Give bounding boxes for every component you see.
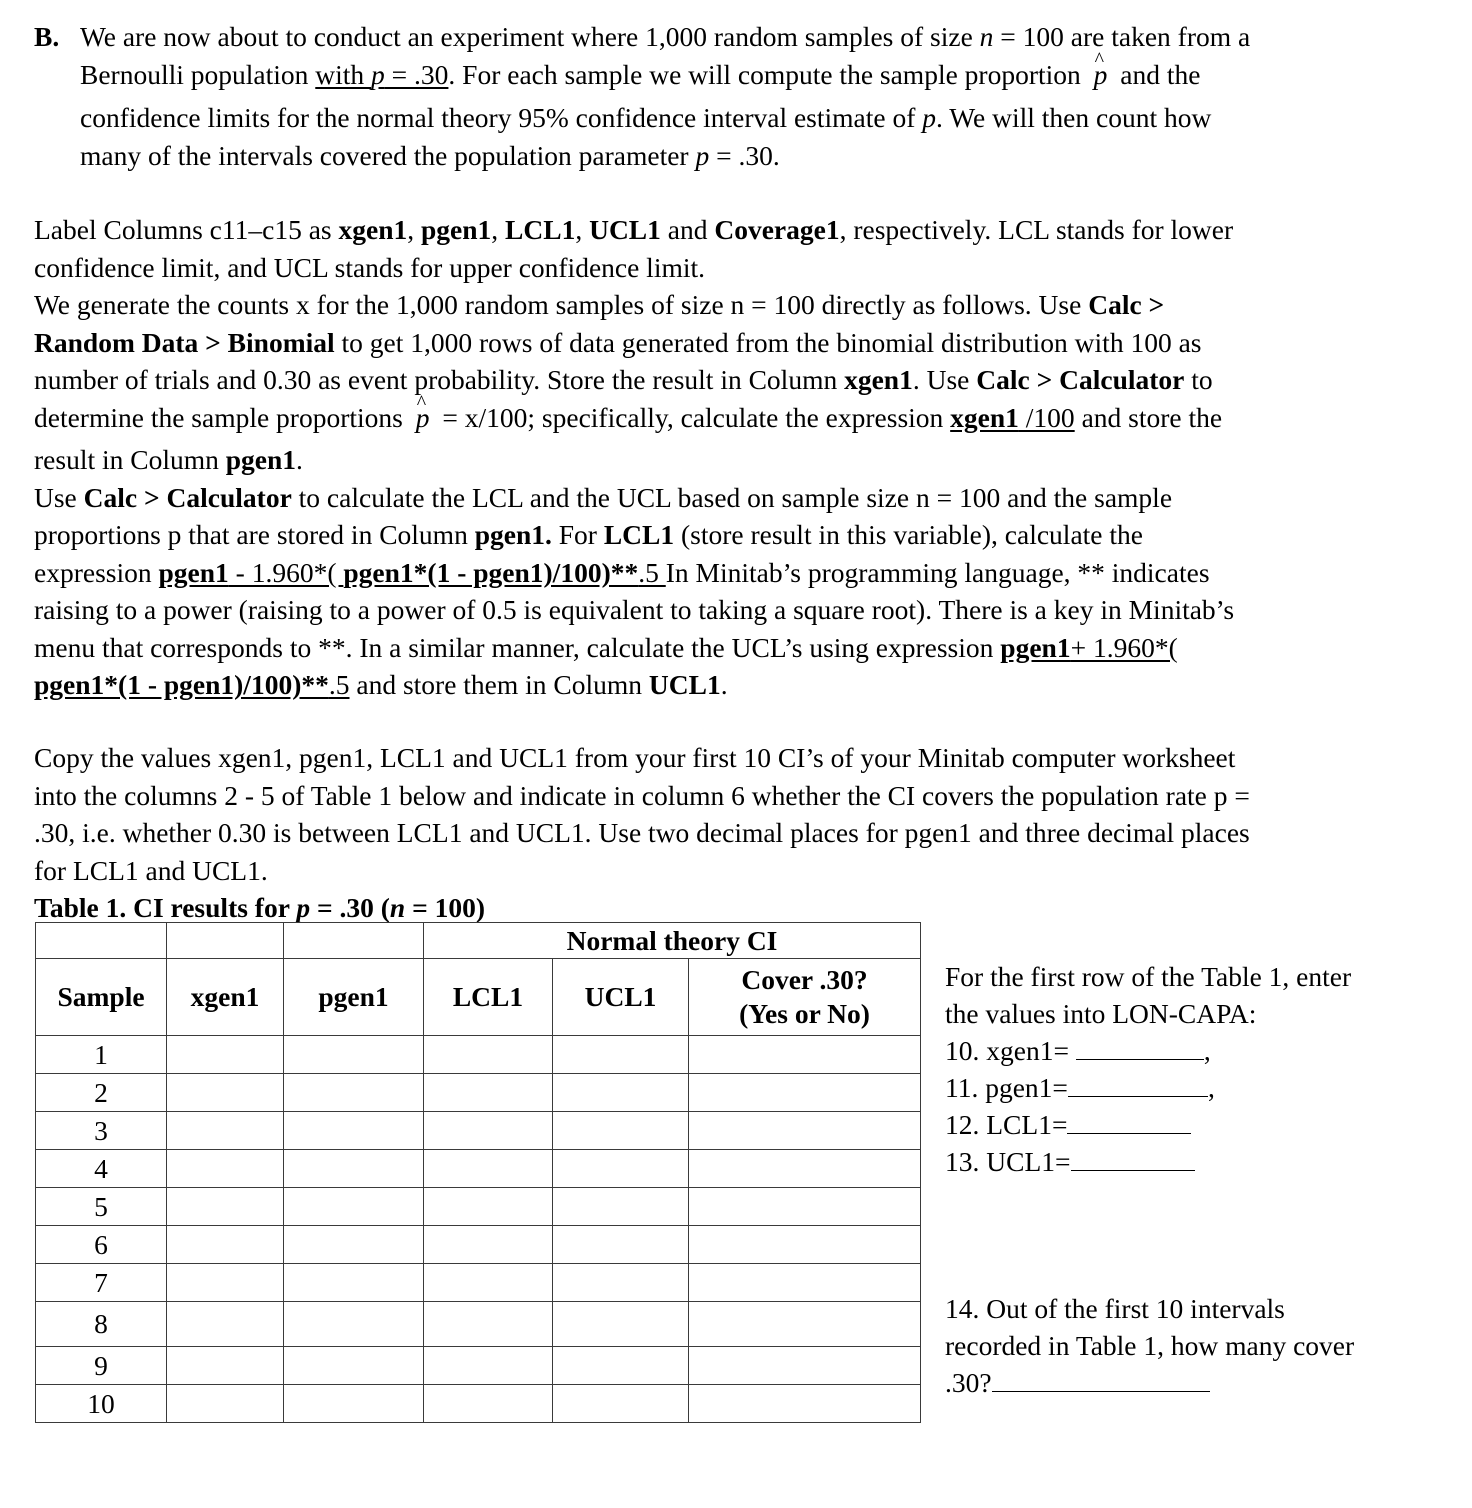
col-pgen1: pgen1	[284, 959, 424, 1036]
intro-line-4: many of the intervals covered the population parameter p = .30.	[80, 140, 780, 171]
para2-line5: result in Column pgen1.	[34, 444, 303, 475]
p-hat-symbol: ^ p	[1094, 56, 1108, 94]
col-xgen1: xgen1	[167, 959, 284, 1036]
table-row: 7	[36, 1264, 921, 1302]
col-lcl1: LCL1	[424, 959, 553, 1036]
question-12: 12. LCL1=	[945, 1106, 1351, 1143]
para1-line2: confidence limit, and UCL stands for upper confidence limit.	[34, 251, 706, 283]
table-header-row	[36, 959, 921, 1036]
para3-line1: Use Calc > Calculator to calculate the LCL and the UCL based on sample size n = 100 and the sample	[34, 481, 1173, 513]
table-caption: Table 1. CI results for p = .30 (n = 100)	[34, 892, 486, 923]
intro-line-3: confidence limits for the normal theory 95% confidence interval estimate of p. We will then count how	[80, 102, 1212, 133]
question-14: 14. Out of the first 10 intervals recorded in Table 1, how many cover .30?	[945, 1293, 1355, 1398]
para4-line2: into the columns 2 - 5 of Table 1 below and indicate in column 6 whether the CI covers the population rate p =	[34, 779, 1250, 811]
table-row: 5	[36, 1188, 921, 1226]
table-row: 1	[36, 1036, 921, 1074]
answer-blank-pgen1[interactable]	[1068, 1070, 1208, 1097]
para4-line4: for LCL1 and UCL1.	[34, 854, 268, 886]
table-row: 9	[36, 1347, 921, 1385]
para2-line3: number of trials and 0.30 as event probability. Store the result in Column xgen1. Use Calc > Calculator to	[34, 364, 1213, 395]
col-ucl1: UCL1	[553, 959, 689, 1036]
para3-line5: menu that corresponds to **. In a similar manner, calculate the UCL’s using expression pgen1+ 1.960*(	[34, 631, 1178, 663]
p-hat-symbol: ^ p	[416, 399, 430, 437]
answer-blank-ucl1[interactable]	[1071, 1144, 1195, 1171]
para2-line2: Random Data > Binomial to get 1,000 rows of data generated from the binomial distribution with 100 as	[34, 326, 1202, 358]
table-row: 2	[36, 1074, 921, 1112]
para2-line4: determine the sample proportions ^ p = x/100; specifically, calculate the expression xgen1 /100 and store the	[34, 399, 1434, 437]
answer-blank-coverage-count[interactable]	[992, 1365, 1210, 1392]
intro-line-1: We are now about to conduct an experiment where 1,000 random samples of size n = 100 are taken from a	[80, 21, 1251, 52]
lon-capa-intro-1: For the first row of the Table 1, enter	[945, 961, 1352, 992]
copy-instructions	[34, 739, 1434, 927]
normal-theory-ci-header: Normal theory CI	[424, 923, 921, 959]
lon-capa-intro-2: the values into LON-CAPA:	[945, 998, 1257, 1029]
para3-line3: expression pgen1 - 1.960*( pgen1*(1 - pgen1)/100)**.5 In Minitab’s programming language, ** indicates	[34, 556, 1210, 588]
table-row: 4	[36, 1150, 921, 1188]
table-row: 8	[36, 1302, 921, 1347]
table-group-header-row	[36, 923, 921, 959]
question-13: 13. UCL1=	[945, 1143, 1351, 1180]
section-b	[34, 18, 1434, 175]
para3-line6: pgen1*(1 - pgen1)/100)**.5 and store them in Column UCL1.	[34, 669, 728, 700]
answer-blank-xgen1[interactable]	[1076, 1033, 1204, 1060]
instructions-block	[34, 211, 1434, 704]
para3-line4: raising to a power (raising to a power of 0.5 is equivalent to taking a square root). There is a key in Minitab’s	[34, 594, 1235, 625]
col-cover: Cover .30? (Yes or No)	[689, 959, 921, 1036]
section-label: B.	[34, 21, 60, 52]
table-row: 6	[36, 1226, 921, 1264]
col-sample: Sample	[36, 959, 167, 1036]
para1-line1: Label Columns c11–c15 as xgen1, pgen1, LCL1, UCL1 and Coverage1, respectively. LCL stands for lower	[34, 214, 1234, 245]
ci-results-table	[35, 922, 921, 1423]
question-11: 11. pgen1= ,	[945, 1072, 1215, 1103]
answer-blank-lcl1[interactable]	[1067, 1107, 1191, 1134]
para3-line2: proportions p that are stored in Column pgen1. For LCL1 (store result in this variable), calculate the	[34, 519, 1143, 550]
table-row: 10	[36, 1385, 921, 1423]
para4-line1: Copy the values xgen1, pgen1, LCL1 and UCL1 from your first 10 CI’s of your Minitab computer worksheet	[34, 742, 1236, 773]
para2-line1: We generate the counts x for the 1,000 random samples of size n = 100 directly as follows. Use Calc >	[34, 289, 1165, 320]
table-row: 3	[36, 1112, 921, 1150]
intro-line-2: Bernoulli population with p = .30. For each sample we will compute the sample proportion ^ p and the	[80, 56, 1434, 94]
para4-line3: .30, i.e. whether 0.30 is between LCL1 and UCL1. Use two decimal places for pgen1 and three decimal places	[34, 817, 1250, 848]
question-10: 10. xgen1= ,	[945, 1035, 1211, 1066]
lon-capa-questions	[945, 958, 1351, 1180]
